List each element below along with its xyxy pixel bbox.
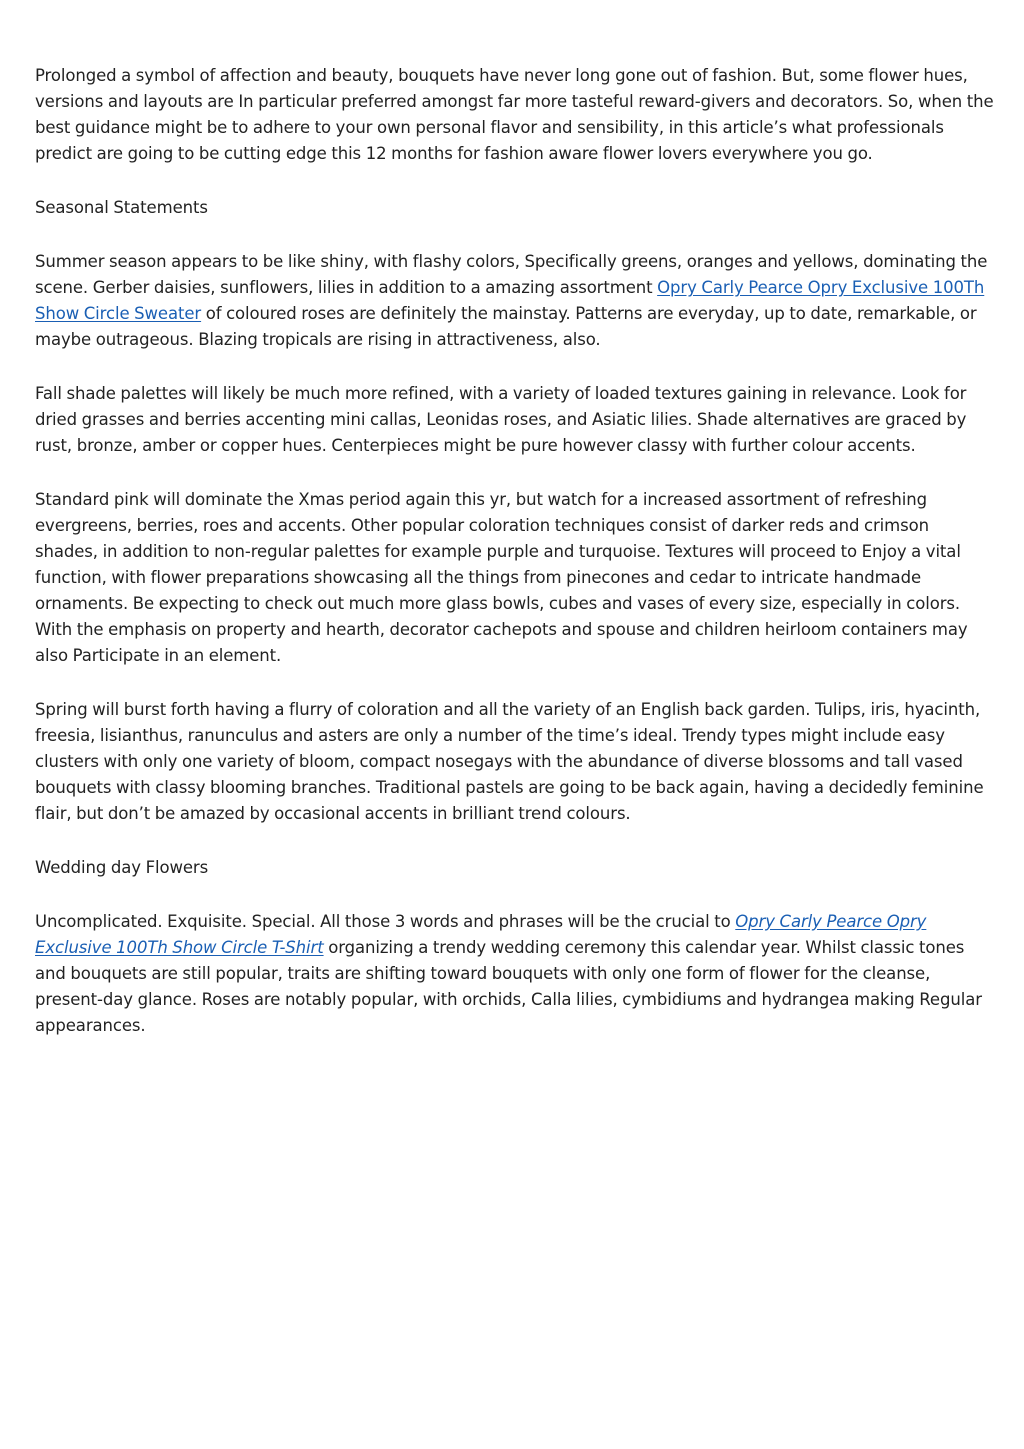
summer-paragraph xyxy=(35,249,995,353)
summer-text-before-link: Summer season appears to be like shiny, with flashy colors, Specifically greens, oranges and yellows, dominating the scene. Gerber daisies, sunflowers, lilies in addition to a amazing assortment xyxy=(35,252,988,297)
christmas-paragraph: Standard pink will dominate the Xmas period again this yr, but watch for a increased assortment of refreshing evergreens, berries, roes and accents. Other popular coloration techniques consist of darker reds and crimson shades, in addition to non-regular palettes for example purple and turquoise. Textures will proceed to Enjoy a vital function, with flower preparations showcasing all the things from pinecones and cedar to intricate handmade ornaments. Be expecting to check out much more glass bowls, cubes and vases of every size, especially in colors. With the emphasis on property and hearth, decorator cachepots and spouse and children heirloom containers may also Participate in an element. xyxy=(35,490,968,665)
tshirt-product-link[interactable]: Opry Carly Pearce Opry Exclusive 100Th Show Circle T-Shirt xyxy=(35,912,927,957)
section-heading-wedding-flowers: Wedding day Flowers xyxy=(35,858,209,877)
summer-text-after-link: of coloured roses are definitely the mainstay. Patterns are everyday, up to date, remarkable, or maybe outrageous. Blazing tropicals are rising in attractiveness, also. xyxy=(35,304,977,349)
section-heading-seasonal-statements: Seasonal Statements xyxy=(35,198,208,217)
fall-paragraph: Fall shade palettes will likely be much more refined, with a variety of loaded textures gaining in relevance. Look for dried grasses and berries accenting mini callas, Leonidas roses, and Asiatic lilies. Shade alternatives are graced by rust, bronze, amber or copper hues. Centerpieces might be pure however classy with further colour accents. xyxy=(35,384,967,455)
wedding-text-after-link: organizing a trendy wedding ceremony this calendar year. Whilst classic tones and bouquets are still popular, traits are shifting toward bouquets with only one form of flower for the cleanse, present-day glance. Roses are notably popular, with orchids, Calla lilies, cymbidiums and hydrangea making Regular appearances. xyxy=(35,938,982,1035)
intro-paragraph: Prolonged a symbol of affection and beauty, bouquets have never long gone out of fashion. But, some flower hues, versions and layouts are In particular preferred amongst far more tasteful reward-givers and decorators. So, when the best guidance might be to adhere to your own personal flavor and sensibility, in this article’s what professionals predict are going to be cutting edge this 12 months for fashion aware flower lovers everywhere you go. xyxy=(35,66,994,163)
spring-paragraph: Spring will burst forth having a flurry of coloration and all the variety of an English back garden. Tulips, iris, hyacinth, freesia, lisianthus, ranunculus and asters are only a number of the time’s ideal. Trendy types might include easy clusters with only one variety of bloom, compact nosegays with the abundance of diverse blossoms and tall vased bouquets with classy blooming branches. Traditional pastels are going to be back again, having a decidedly feminine flair, but don’t be amazed by occasional accents in brilliant trend colours. xyxy=(35,700,984,823)
sweater-product-link[interactable]: Opry Carly Pearce Opry Exclusive 100Th Show Circle Sweater xyxy=(35,278,985,323)
article-body xyxy=(35,63,995,1067)
wedding-text-before-link: Uncomplicated. Exquisite. Special. All those 3 words and phrases will be the crucial to xyxy=(35,912,736,931)
wedding-paragraph xyxy=(35,909,995,1039)
